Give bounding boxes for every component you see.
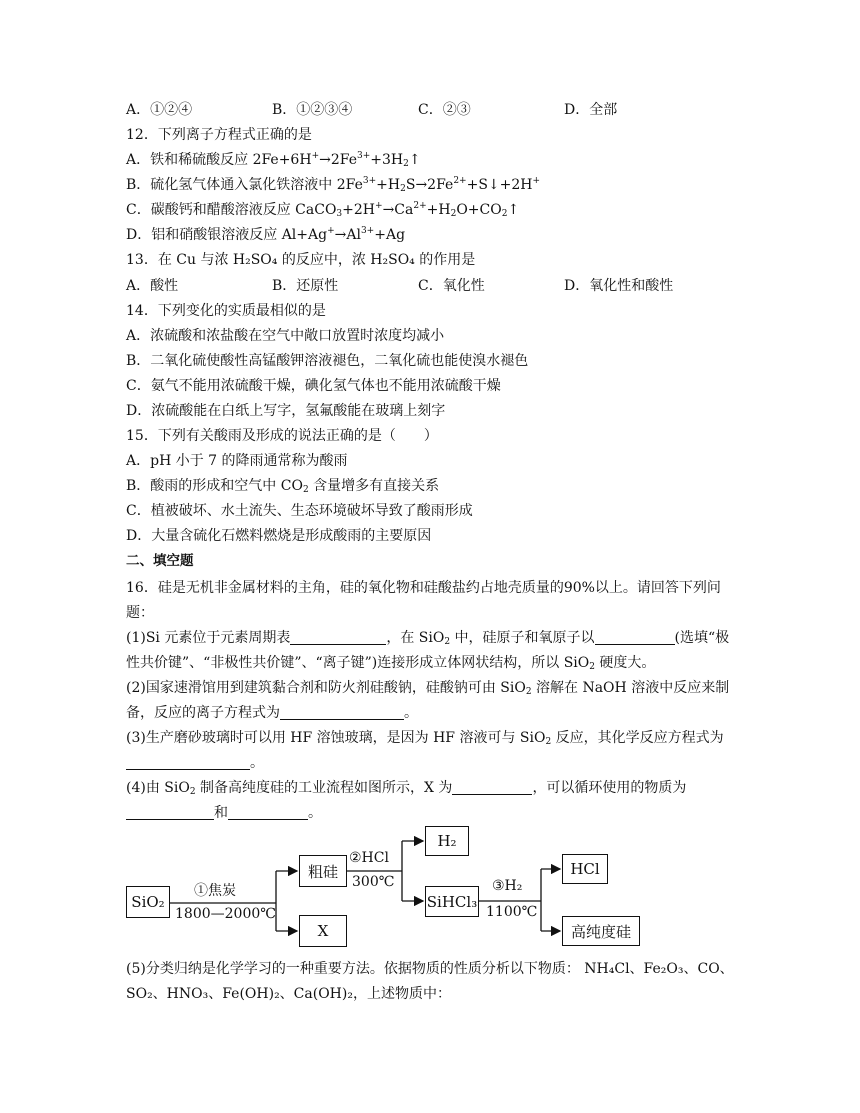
q16-part3-a: (3)生产磨砂玻璃时可以用 HF 溶蚀玻璃，是因为 HF 溶液可与 SiO xyxy=(126,730,546,746)
q14-option-d: D．浓硫酸能在白纸上写字，氢氟酸能在玻璃上刻字 xyxy=(126,403,446,419)
q16-part5-line2: SO₂、HNO₃、Fe(OH)₂、Ca(OH)₂，上述物质中： xyxy=(126,986,451,1002)
q16-part1-e: 硬度大。 xyxy=(594,655,656,671)
q16-part1: (1)Si 元素位于元素周期表 ，在 SiO$_2$ 中，硅原子和氧原子以 (选填“极性共价键”、“非极性共价键”、“离子键”)连接形成立体网状结构，所以 SiO$_2$ 硬度大。 xyxy=(126,630,730,672)
q16-part3-b: 反应，其化学反应方程式为 xyxy=(551,730,724,746)
q11-option-b: B．①②③④ xyxy=(272,102,353,118)
q15-option-a: A．pH 小于 7 的降雨通常称为酸雨 xyxy=(126,453,348,469)
q16-part5-text: (5)分类归纳是化学学习的一种重要方法。依据物质的性质分析以下物质： xyxy=(126,961,580,977)
q12-option-b-text: B．硫化氢气体通入氯化铁溶液中 xyxy=(126,177,337,193)
q16-part3-c: 。 xyxy=(250,755,264,771)
q12-option-d-equation: $Al+Ag^+\to Al^{3+}+Ag$ xyxy=(281,226,406,243)
q13-option-a: A．酸性 xyxy=(126,278,179,294)
q16-part1-b: ，在 SiO xyxy=(386,630,445,646)
q11-option-c: C．②③ xyxy=(418,102,471,118)
q16-part2-c: 。 xyxy=(404,705,418,721)
q16-part4: (4)由 SiO$_2$ 制备高纯度硅的工业流程如图所示，X 为 ，可以循环使用的物质为 和 。 xyxy=(126,780,687,821)
q12-option-c-equation: $CaCO_3+2H^+\to Ca^{2+}+H_2O+CO_2↑$ xyxy=(295,201,520,219)
q16-part4-b: 制备高纯度硅的工业流程如图所示，X 为 xyxy=(195,780,453,796)
box-high-purity-silicon: 高纯度硅 xyxy=(562,916,640,946)
q12-option-c-text: C．碳酸钙和醋酸溶液反应 xyxy=(126,202,296,218)
q11-option-d: D．全部 xyxy=(564,102,618,118)
q16-part2: (2)国家速滑馆用到建筑黏合剂和防火剂硅酸钠，硅酸钠可由 SiO$_2$ 溶解在 NaOH 溶液中反应来制备，反应的离子方程式为 。 xyxy=(126,680,730,721)
q13-stem: 13．在 Cu 与浓 H₂SO₄ 的反应中，浓 H₂SO₄ 的作用是 xyxy=(126,252,476,268)
q12-option-a-equation: $2Fe+6H^+\to 2Fe^{3+}+3H_2↑$ xyxy=(252,151,421,169)
q12-option-a-text: A．铁和稀硫酸反应 xyxy=(126,152,253,168)
q14-option-b: B．二氧化硫使酸性高锰酸钾溶液褪色，二氧化硫也能使溴水褪色 xyxy=(126,353,529,369)
q16-intro: 16．硅是无机非金属材料的主角，硅的氧化物和硅酸盐约占地壳质量的90%以上。请回答下列问题： xyxy=(126,580,721,621)
box-crude-silicon: 粗硅 xyxy=(299,855,347,887)
q12-option-d-text: D．铝和硝酸银溶液反应 xyxy=(126,227,282,243)
q15-stem: 15．下列有关酸雨及形成的说法正确的是（ ） xyxy=(126,428,438,444)
q11-option-a: A．①②④ xyxy=(126,102,193,118)
q16-part1-a: (1)Si 元素位于元素周期表 xyxy=(126,630,291,646)
q15-option-b-pre: B．酸雨的形成和空气中 CO xyxy=(126,478,303,494)
q15-option-b-post: 含量增多有直接关系 xyxy=(308,478,440,494)
box-sihcl3: SiHCl₃ xyxy=(425,886,479,917)
box-h2: H₂ xyxy=(425,826,469,856)
q12-option-b-equation: $2Fe^{3+}+H_2S\to 2Fe^{2+}+S↓+2H^+$ xyxy=(336,176,541,194)
q15-option-c: C．植被破坏、水土流失、生态环境破坏导致了酸雨形成 xyxy=(126,503,473,519)
q16-part2-a: (2)国家速滑馆用到建筑黏合剂和防火剂硅酸钠，硅酸钠可由 SiO xyxy=(126,680,526,696)
q15-option-b: B．酸雨的形成和空气中 $CO_2$ 含量增多有直接关系 xyxy=(126,478,440,495)
box-x: X xyxy=(299,915,347,947)
q16-part5-line1 xyxy=(126,959,738,979)
box-sio2: SiO₂ xyxy=(126,886,170,918)
q14-option-c: C．氨气不能用浓硫酸干燥，碘化氢气体也不能用浓硫酸干燥 xyxy=(126,378,501,394)
q13-option-c: C．氧化性 xyxy=(418,278,485,294)
section-title: 二、填空题 xyxy=(126,553,194,569)
q16-part3: (3)生产磨砂玻璃时可以用 HF 溶蚀玻璃，是因为 HF 溶液可与 SiO$_2$ 反应，其化学反应方程式为 。 xyxy=(126,730,724,771)
step2-label: ②HCl xyxy=(349,850,389,866)
q14-option-a: A．浓硫酸和浓盐酸在空气中敞口放置时浓度均减小 xyxy=(126,328,445,344)
q16-part5-list-1: NH₄Cl、Fe₂O₃、CO、 xyxy=(579,961,734,977)
step1-label: ①焦炭 xyxy=(194,883,236,899)
step3-label: ③H₂ xyxy=(492,878,523,894)
step2-condition: 300℃ xyxy=(352,874,395,890)
q16-part4-a: (4)由 SiO xyxy=(126,780,190,796)
q12-stem: 12．下列离子方程式正确的是 xyxy=(126,127,312,143)
q16-part1-c: 中，硅原子和氧原子以 xyxy=(450,630,595,646)
step1-condition: 1800—2000℃ xyxy=(175,906,276,922)
q16-part4-e: 。 xyxy=(308,805,322,821)
q16-part1-d: (选填“极性共价键”、“非极性共价键”、“离子键”)连接形成立体网状结构，所以 SiO xyxy=(126,630,730,671)
box-hcl: HCl xyxy=(562,854,608,884)
q16-part4-c: ，可以循环使用的物质为 xyxy=(532,780,687,796)
q16-part4-d: 和 xyxy=(214,805,228,821)
q13-option-b: B．还原性 xyxy=(272,278,339,294)
q14-stem: 14．下列变化的实质最相似的是 xyxy=(126,303,326,319)
q16-part2-b: 溶解在 NaOH 溶液中反应来制备，反应的离子方程式为 xyxy=(126,680,730,721)
step3-condition: 1100℃ xyxy=(486,904,538,920)
q13-option-d: D．氧化性和酸性 xyxy=(564,278,674,294)
q15-option-d: D．大量含硫化石燃料燃烧是形成酸雨的主要原因 xyxy=(126,528,432,544)
